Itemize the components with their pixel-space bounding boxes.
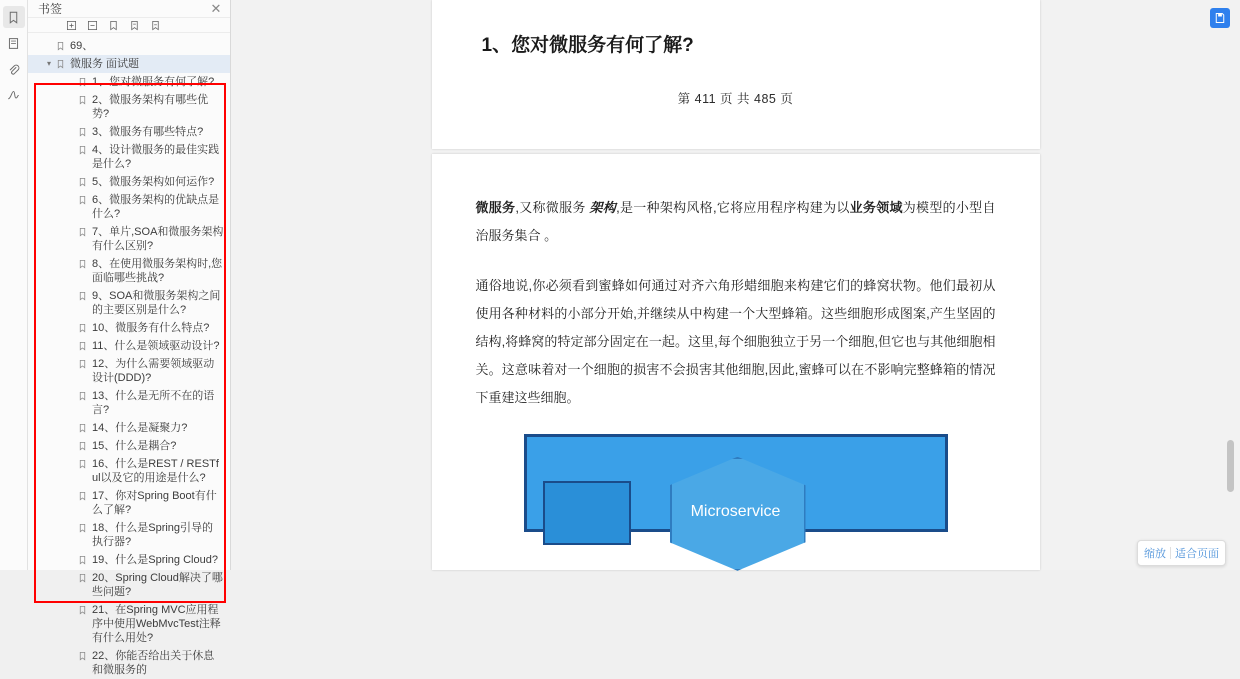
bookmark-item-icon: [76, 289, 88, 303]
figure-label: Microservice: [690, 502, 781, 520]
bookmark-item-icon: [76, 489, 88, 503]
paragraph-definition: [476, 194, 996, 250]
list-item-label: 3、微服务有哪些特点?: [92, 126, 204, 138]
bookmark-panel: [28, 0, 231, 676]
sidebar-icon-rail: [0, 0, 28, 570]
figure-left-block: [543, 481, 631, 545]
list-item[interactable]: [28, 287, 230, 319]
bookmark-item-icon: [54, 57, 66, 71]
list-item-label: 12、为什么需要领域驱动设计(DDD)?: [92, 358, 215, 384]
list-item[interactable]: [28, 487, 230, 519]
bookmark-item-icon: [76, 175, 88, 189]
list-item-label: 19、什么是Spring Cloud?: [92, 554, 218, 566]
add-bookmark-icon[interactable]: [106, 18, 120, 32]
list-item-label: 15、什么是耦合?: [92, 440, 177, 452]
list-item[interactable]: [28, 601, 230, 647]
signature-icon[interactable]: [3, 84, 25, 106]
list-item-label: 69、: [70, 40, 94, 52]
list-item-label: 6、微服务架构的优缺点是什么?: [92, 194, 220, 220]
chevron-down-icon[interactable]: ▾: [46, 59, 51, 68]
collapse-all-icon[interactable]: [85, 18, 99, 32]
list-item-label: 14、什么是凝聚力?: [92, 422, 188, 434]
bookmark-tree[interactable]: [28, 33, 230, 679]
page-indicator: 第 411 页 共 485 页: [677, 92, 794, 106]
attachment-icon[interactable]: [3, 58, 25, 80]
list-item[interactable]: [28, 141, 230, 173]
bookmark-item-icon: [76, 193, 88, 207]
list-item-label: 8、在使用微服务架构时,您面临哪些挑战?: [92, 258, 223, 284]
document-page-411-top: [432, 0, 1040, 149]
list-item[interactable]: [28, 223, 230, 255]
list-item[interactable]: [28, 519, 230, 551]
paragraph-analogy: 通俗地说,你必须看到蜜蜂如何通过对齐六角形蜡细胞来构建它们的蜂窝状物。他们最初从使用各种材料的小部分开始,并继续从中构建一个大型蜂箱。这些细胞形成图案,产生坚固的结构,将蜂窝的特定部分固定在一起。这里,每个细胞独立于另一个细胞,但它也与其他细胞相关。这意味着对一个细胞的损害不会损害其他细胞,因此,蜜蜂可以在不影响完整蜂箱的情况下重建这些细胞。: [475, 277, 996, 405]
list-item-label: 2、微服务架构有哪些优势?: [92, 94, 209, 120]
bookmark-item-icon: [76, 649, 88, 663]
list-item[interactable]: [28, 569, 230, 601]
bookmark-item-icon: [76, 125, 88, 139]
bookmark-item-icon: [76, 93, 88, 107]
vertical-scrollbar-track[interactable]: [1229, 0, 1237, 570]
document-page-412: [432, 154, 1040, 570]
bookmark-item-icon: [76, 257, 88, 271]
paragraph-text-part: ,又称微服务: [515, 199, 590, 215]
thumbnail-icon[interactable]: [3, 32, 25, 54]
term-business-domain: 业务领域: [849, 199, 903, 215]
list-item-label: 18、什么是Spring引导的执行器?: [92, 522, 214, 548]
list-item[interactable]: [28, 173, 230, 191]
list-item-label: 9、SOA和微服务架构之间的主要区别是什么?: [92, 290, 221, 316]
list-item[interactable]: [28, 319, 230, 337]
bookmark-item-icon: [76, 321, 88, 335]
bookmark-item-icon: [76, 553, 88, 567]
list-item-label: 22、你能否给出关于休息和微服务的: [92, 650, 215, 676]
list-item-label: 11、什么是领域驱动设计?: [92, 340, 220, 352]
list-item-label: 4、设计微服务的最佳实践是什么?: [92, 144, 220, 170]
list-item-label: 13、什么是无所不在的语言?: [92, 390, 215, 416]
term-architecture: 架构: [589, 199, 617, 215]
list-item[interactable]: [28, 387, 230, 419]
fit-page-button-label[interactable]: 适合页面: [1175, 548, 1219, 560]
list-item-label: 7、单片,SOA和微服务架构有什么区别?: [92, 226, 224, 252]
list-item[interactable]: [28, 437, 230, 455]
close-icon[interactable]: ✕: [210, 1, 222, 16]
bookmark-item-icon: [76, 225, 88, 239]
list-item[interactable]: [28, 551, 230, 569]
bookmark-item-icon: [76, 143, 88, 157]
floating-toolbar[interactable]: [1137, 540, 1226, 566]
list-item-label: 微服务 面试题: [70, 58, 140, 70]
vertical-scrollbar-thumb[interactable]: [1227, 440, 1234, 492]
list-item-label: 10、微服务有什么特点?: [92, 322, 210, 334]
toolbar-divider: [1170, 547, 1171, 559]
save-icon[interactable]: [1210, 8, 1230, 28]
panel-title: 书签: [38, 2, 63, 16]
bookmark-item-icon: [76, 439, 88, 453]
bookmark-item-icon: [76, 357, 88, 371]
page-title: 1、您对微服务有何了解?: [481, 35, 694, 56]
list-item[interactable]: [28, 419, 230, 437]
paragraph-text-part: 为模型的小型自治服务集合 。: [475, 199, 996, 243]
list-item[interactable]: [28, 123, 230, 141]
list-item[interactable]: [28, 55, 230, 73]
bookmark-item-icon: [76, 521, 88, 535]
expand-all-icon[interactable]: [64, 18, 78, 32]
list-item[interactable]: [28, 455, 230, 487]
paragraph-text-part: ,是一种架构风格,它将应用程序构建为以: [616, 199, 850, 215]
list-item-label: 20、Spring Cloud解决了哪些问题?: [92, 572, 223, 598]
bookmark-panel-header: [28, 0, 230, 18]
bookmark-item-icon: [76, 75, 88, 89]
list-item[interactable]: [28, 37, 230, 55]
list-item[interactable]: [28, 647, 230, 679]
list-item[interactable]: [28, 73, 230, 91]
bookmark-item-icon: [76, 457, 88, 471]
list-item[interactable]: [28, 255, 230, 287]
bookmark-item-icon: [76, 571, 88, 585]
list-item-label: 5、微服务架构如何运作?: [92, 176, 215, 188]
list-item-label: 1、您对微服务有何了解?: [92, 76, 215, 88]
list-item-label: 17、你对Spring Boot有什么了解?: [92, 490, 217, 516]
list-item[interactable]: [28, 91, 230, 123]
list-item-label: 21、在Spring MVC应用程序中使用WebMvcTest注释有什么用处?: [92, 604, 221, 644]
bookmark-item-icon: [76, 389, 88, 403]
list-item[interactable]: [28, 337, 230, 355]
bookmark-toolbar: [28, 18, 230, 33]
delete-bookmark-icon[interactable]: [148, 18, 162, 32]
microservice-figure: [524, 434, 948, 532]
zoom-button-label[interactable]: 缩放: [1144, 548, 1166, 560]
list-item-label: 16、什么是REST / RESTful以及它的用途是什么?: [92, 458, 219, 484]
bookmark-item-icon: [76, 603, 88, 617]
term-microservice: 微服务: [475, 199, 516, 215]
list-item[interactable]: [28, 355, 230, 387]
list-item[interactable]: [28, 191, 230, 223]
bookmark-item-icon: [54, 39, 66, 53]
document-viewer[interactable]: [231, 0, 1240, 570]
bookmark-item-icon: [76, 339, 88, 353]
edit-bookmark-icon[interactable]: [127, 18, 141, 32]
bookmark-icon[interactable]: [3, 6, 25, 28]
bookmark-item-icon: [76, 421, 88, 435]
